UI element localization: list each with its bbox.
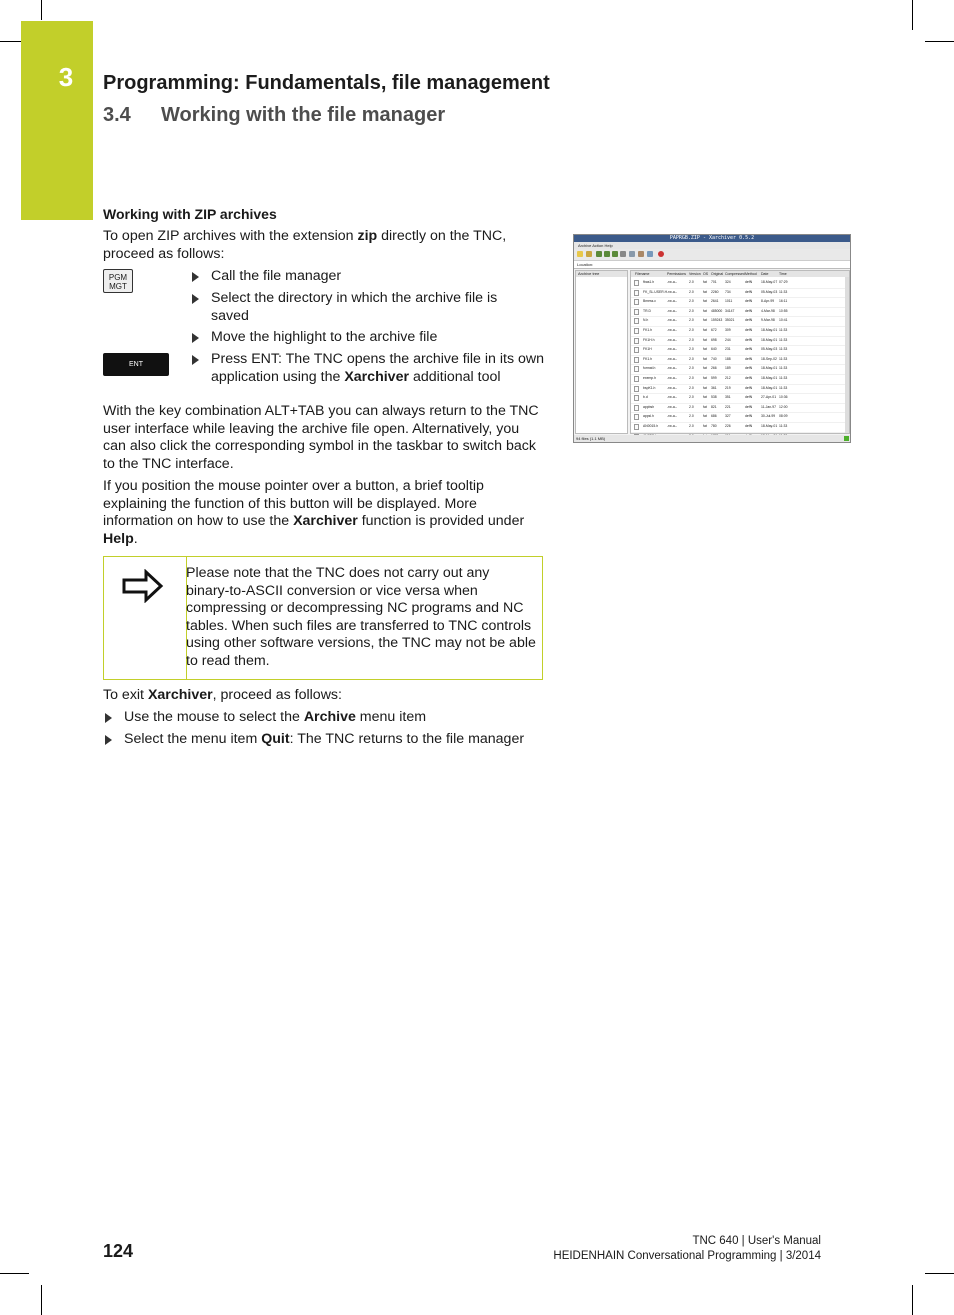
file-cell: 698 — [711, 337, 717, 342]
file-icon — [634, 395, 639, 401]
file-cell: fat — [703, 404, 707, 409]
file-cell: 189 — [725, 366, 731, 371]
file-cell: 05-May-03 — [761, 289, 778, 294]
file-cell: 11-Jan-97 — [761, 404, 777, 409]
file-cell: -rw-a-- — [667, 299, 677, 304]
section-heading — [103, 104, 445, 127]
file-cell: 701 — [711, 280, 717, 284]
step-item: Press ENT: The TNC opens the archive file in its own application using the Xarchiver additional tool — [192, 351, 547, 387]
file-cell: 10:55 — [779, 308, 788, 313]
note-box — [103, 556, 543, 680]
file-icon — [634, 309, 639, 315]
file-icon — [634, 290, 639, 296]
file-cell: -rw-a-- — [667, 414, 677, 419]
menu-bar: Archive Action Help — [574, 242, 850, 249]
file-icon — [634, 338, 639, 344]
file-cell: 18-Sep-02 — [761, 356, 777, 361]
file-cell: FK1.h — [643, 328, 653, 332]
triangle-bullet-icon — [105, 735, 112, 745]
file-cell: 2.0 — [689, 318, 694, 323]
file-cell: 212 — [725, 376, 731, 380]
file-cell: N.h — [643, 318, 649, 323]
file-cell: 327 — [725, 414, 731, 419]
status-bar: 94 files (1.1 MB) — [574, 435, 850, 442]
file-cell: defN — [745, 395, 753, 400]
file-cell: fat — [703, 385, 707, 390]
file-cell: exemp.h — [643, 376, 657, 380]
file-cell: 30-Jul-99 — [761, 414, 776, 419]
note-text: Please note that the TNC does not carry out any binary-to-ASCII conversion or vice versa when compressing or decompressing NC programs and NC tables. When such files are transferred to TNC controls using other software versions, the TNC may not be able to read them. — [186, 565, 536, 669]
pgm-mgt-key: PGM MGT — [103, 269, 133, 293]
file-cell: fat — [703, 356, 707, 361]
page-number: 124 — [103, 1241, 134, 1261]
file-cell: 2260 — [711, 289, 719, 294]
file-cell: 740 — [711, 356, 717, 361]
file-cell: 2.0 — [689, 337, 694, 342]
paragraph-alt-tab: With the key combination ALT+TAB you can always return to the TNC user interface while leaving the archive file open. Alternatively, you can also click the corresponding symbol in the taskbar to switch back to the TNC interface. — [103, 403, 539, 472]
file-cell: 780 — [711, 424, 717, 428]
file-cell: 2.0 — [689, 414, 694, 419]
file-icon — [634, 405, 639, 411]
crop-mark — [925, 41, 954, 42]
chapter-number: 3 — [58, 62, 74, 92]
file-cell: 18-May-01 — [761, 337, 778, 342]
file-icon — [634, 386, 639, 392]
file-cell: 2.0 — [689, 404, 694, 409]
file-cell: 12:00 — [779, 404, 788, 409]
file-cell: Bmess.c — [643, 299, 656, 304]
archive-tree-header: Archive tree — [576, 271, 627, 277]
file-cell: AN0015.h — [643, 424, 659, 428]
file-cell: -rw-a-- — [667, 318, 677, 323]
file-cell: fat — [703, 366, 707, 371]
file-cell: -rw-a-- — [667, 347, 677, 352]
file-cell: -rw-a-- — [667, 337, 677, 342]
file-icon — [634, 280, 639, 286]
file-cell: -rw-a-- — [667, 289, 677, 294]
file-cell: defN — [745, 414, 753, 419]
file-cell: defN — [745, 385, 753, 390]
file-icon — [634, 318, 639, 324]
file-cell: 2.0 — [689, 347, 694, 352]
file-cell: 18-May-01 — [761, 385, 778, 390]
file-cell: 351 — [725, 395, 731, 400]
status-led-icon — [844, 436, 849, 441]
file-cell: defN — [745, 299, 753, 304]
file-cell: -rw-a-- — [667, 395, 677, 400]
file-cell: 11:33 — [779, 385, 788, 390]
file-cell: 2.0 — [689, 366, 694, 371]
file-cell: fat — [703, 414, 707, 419]
chapter-tab — [21, 21, 93, 220]
file-cell: -rw-a-- — [667, 328, 677, 332]
triangle-bullet-icon — [192, 294, 199, 304]
file-cell: appsl.h — [643, 414, 654, 419]
file-cell: defN — [745, 376, 753, 380]
section-title: Working with the file manager — [161, 104, 446, 126]
file-cell: defN — [745, 289, 753, 294]
file-cell: 734 — [725, 289, 731, 294]
file-cell: 10:41 — [779, 318, 788, 323]
file-cell: 18-May-01 — [761, 424, 778, 428]
file-cell: 11:33 — [779, 376, 788, 380]
exit-intro: To exit Xarchiver, proceed as follows: — [103, 687, 342, 703]
file-cell: bspK1.h — [643, 385, 656, 390]
file-cell: appbsh — [643, 404, 655, 409]
file-cell: FK1H.h — [643, 337, 655, 342]
file-cell: fat — [703, 318, 707, 323]
file-cell: 1011 — [725, 299, 733, 304]
file-cell: fat — [703, 289, 707, 294]
file-icon — [634, 347, 639, 353]
file-cell: 2.0 — [689, 289, 694, 294]
file-cell: FK1H — [643, 347, 652, 352]
open-icon — [586, 251, 592, 257]
file-cell: b.d — [643, 395, 648, 400]
file-cell: 18-May-07 — [761, 280, 778, 284]
file-cell: defN — [745, 337, 753, 342]
file-cell: -rw-a-- — [667, 376, 677, 380]
file-cell: 2641 — [711, 299, 719, 304]
file-cell: 11:33 — [779, 347, 788, 352]
ent-key: ENT — [103, 353, 169, 376]
crop-mark — [41, 1285, 42, 1315]
file-cell: 599 — [711, 376, 717, 380]
file-cell: -rw-a-- — [667, 356, 677, 361]
file-cell: -rw-a-- — [667, 424, 677, 428]
file-cell: 219 — [725, 385, 731, 390]
file-cell: fat — [703, 328, 707, 332]
file-cell: defN — [745, 366, 753, 371]
file-cell: 324 — [725, 280, 731, 284]
subheading: Working with ZIP archives — [103, 206, 277, 222]
file-cell: 8-Apr-99 — [761, 299, 775, 304]
file-icon — [634, 366, 639, 372]
file-cell: 538 — [711, 395, 717, 400]
file-cell: 18-May-01 — [761, 366, 778, 371]
file-cell: fat — [703, 395, 707, 400]
triangle-bullet-icon — [192, 272, 199, 282]
file-icon — [634, 376, 639, 382]
file-cell: 4-Mar-98 — [761, 308, 775, 313]
add-icon — [629, 251, 635, 257]
crop-mark — [0, 1273, 29, 1274]
file-cell: 11:33 — [779, 328, 788, 332]
file-cell: 226 — [725, 424, 731, 428]
file-cell: 686 — [711, 414, 717, 419]
view-icon — [647, 251, 653, 257]
crop-mark — [0, 41, 21, 42]
triangle-bullet-icon — [192, 355, 199, 365]
file-cell: -rw-a-- — [667, 366, 677, 371]
file-cell: 2.0 — [689, 328, 694, 332]
file-cell: -rw-a-- — [667, 404, 677, 409]
file-cell: defN — [745, 280, 753, 284]
file-cell: 2.0 — [689, 299, 694, 304]
arrow-right-icon — [122, 569, 164, 603]
file-cell: fat — [703, 376, 707, 380]
file-cell: defN — [745, 308, 753, 313]
file-cell: fat — [703, 308, 707, 313]
file-list-header: Filename Permissions Version OS Original Compressed Method Date Time — [631, 271, 849, 277]
file-cell: FK1.h — [643, 356, 653, 361]
file-cell: 159243 — [711, 318, 723, 323]
triangle-bullet-icon — [105, 713, 112, 723]
file-icon — [634, 299, 639, 305]
stop-icon — [658, 251, 664, 257]
location-bar: Location: — [574, 261, 850, 269]
back-icon — [596, 251, 602, 257]
file-cell: defN — [745, 328, 753, 332]
file-cell: 188 — [725, 356, 731, 361]
crop-mark — [912, 0, 913, 30]
file-cell: 27-Apr-01 — [761, 395, 777, 400]
file-icon — [634, 424, 639, 430]
file-cell: 2.0 — [689, 356, 694, 361]
file-cell: 10:36 — [779, 395, 788, 400]
file-cell: 231 — [725, 347, 731, 352]
crop-mark — [925, 1273, 954, 1274]
file-cell: -rw-a-- — [667, 280, 677, 284]
file-cell: 05-May-03 — [761, 347, 778, 352]
crop-mark — [912, 1285, 913, 1315]
new-icon — [577, 251, 583, 257]
file-cell: 2.0 — [689, 376, 694, 380]
file-cell: 2.0 — [689, 280, 694, 284]
file-cell: fat — [703, 299, 707, 304]
file-cell: 266 — [711, 366, 717, 371]
file-cell: 08:09 — [779, 414, 788, 419]
file-cell: fat — [703, 424, 707, 428]
file-cell: 2.0 — [689, 424, 694, 428]
file-cell: 18-May-01 — [761, 376, 778, 380]
footer-info: TNC 640 | User's Manual HEIDENHAIN Conversational Programming | 3/2014 — [553, 1235, 821, 1262]
up-icon — [604, 251, 610, 257]
file-cell: 35021 — [725, 318, 735, 323]
forward-icon — [612, 251, 618, 257]
file-cell: 2.0 — [689, 395, 694, 400]
chapter-title: Programming: Fundamentals, file management — [103, 72, 550, 94]
file-cell: defN — [745, 404, 753, 409]
file-cell: 11:33 — [779, 424, 788, 428]
file-cell: 221 — [725, 404, 731, 409]
xarchiver-screenshot — [573, 234, 851, 443]
file-cell: 640 — [711, 347, 717, 352]
paragraph-tooltip: If you position the mouse pointer over a button, a brief tooltip explaining the function of this button will be displayed. More information on how to use the Xarchiver function is provided under Help. — [103, 478, 525, 547]
toolbar — [574, 249, 850, 261]
triangle-bullet-icon — [192, 333, 199, 343]
file-cell: 2.0 — [689, 308, 694, 313]
file-cell: 821 — [711, 404, 717, 409]
file-cell: fbas1.h — [643, 280, 655, 284]
file-cell: defN — [745, 424, 753, 428]
extract-icon — [638, 251, 644, 257]
file-cell: TR.D — [643, 308, 651, 313]
scrollbar[interactable] — [845, 277, 849, 433]
file-cell: 309 — [725, 328, 731, 332]
file-cell: 11:33 — [779, 337, 788, 342]
file-cell: 9-Mar-98 — [761, 318, 775, 323]
file-cell: 11:33 — [779, 366, 788, 371]
file-cell: 361 — [711, 385, 717, 390]
file-cell: -rw-a-- — [667, 385, 677, 390]
file-cell: 2.0 — [689, 385, 694, 390]
file-cell: FK_SL.USER.H — [643, 289, 668, 294]
file-cell: defN — [745, 356, 753, 361]
section-number: 3.4 — [103, 104, 131, 126]
file-list-pane — [630, 270, 850, 434]
file-cell: fat — [703, 280, 707, 284]
file-cell: 244 — [725, 337, 731, 342]
intro-paragraph: To open ZIP archives with the extension zip directly on the TNC, proceed as follows: — [103, 228, 507, 262]
file-cell: defN — [745, 318, 753, 323]
file-icon — [634, 328, 639, 334]
step-item: Select the directory in which the archive file is saved — [192, 290, 532, 326]
file-cell: 07:29 — [779, 280, 788, 284]
file-cell: 11:33 — [779, 356, 788, 361]
file-cell: 18-May-01 — [761, 328, 778, 332]
file-cell: 485000 — [711, 308, 723, 313]
file-cell: format.h — [643, 366, 656, 371]
home-icon — [620, 251, 626, 257]
file-cell: 16:11 — [779, 299, 788, 304]
file-cell: -rw-a-- — [667, 308, 677, 313]
file-cell: 11:33 — [779, 289, 788, 294]
file-cell: fat — [703, 347, 707, 352]
crop-mark — [41, 0, 42, 20]
file-icon — [634, 357, 639, 363]
file-cell: fat — [703, 337, 707, 342]
file-icon — [634, 414, 639, 420]
file-cell: 672 — [711, 328, 717, 332]
window-title: PAPRGB.ZIP - Xarchiver 0.5.2 — [574, 235, 850, 242]
archive-tree-pane — [575, 270, 628, 434]
file-cell: 34147 — [725, 308, 735, 313]
file-cell: defN — [745, 347, 753, 352]
